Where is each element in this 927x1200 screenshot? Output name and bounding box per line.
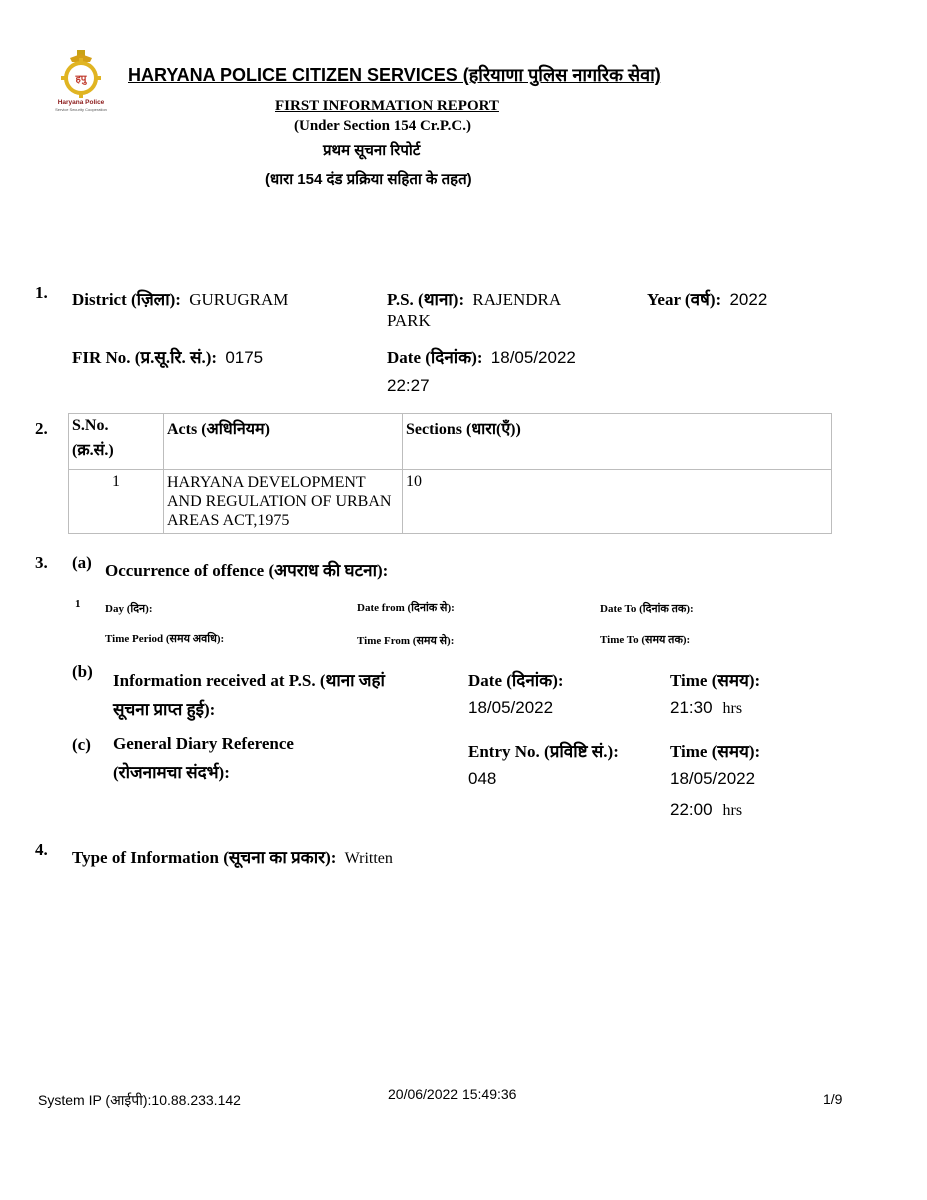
year-label: Year (वर्ष):: [647, 290, 722, 309]
section-2-number: 2.: [35, 419, 48, 438]
ps-field: [387, 287, 561, 310]
ps-value-line2: PARK: [387, 311, 431, 330]
day-label: Day (दिन):: [105, 603, 153, 615]
row-sno: 1: [69, 470, 164, 534]
gd-time-value: 22:00: [670, 800, 713, 819]
footer-timestamp: 20/06/2022 15:49:36: [388, 1086, 517, 1102]
section-3-number: 3.: [35, 553, 48, 572]
gd-reference-label-line1: General Diary Reference: [113, 734, 294, 753]
info-time-field: [670, 698, 742, 718]
date-value: 18/05/2022: [490, 348, 576, 367]
haryana-police-logo: [48, 48, 114, 118]
logo-text-main: Haryana Police: [57, 99, 105, 106]
sections-header: Sections (धारा(एँ)): [403, 414, 832, 470]
form-title: FIRST INFORMATION REPORT: [275, 98, 499, 114]
fir-value: 0175: [225, 348, 264, 367]
acts-table: [68, 413, 832, 534]
gd-time-field: [670, 800, 742, 820]
section-3c-letter: (c): [72, 735, 91, 754]
table-row: [69, 470, 832, 534]
date-to-label: Date To (दिनांक तक):: [600, 603, 694, 615]
fir-field: [72, 345, 263, 368]
info-time-label: Time (समय):: [670, 671, 761, 690]
gd-time-label: Time (समय):: [670, 742, 761, 761]
row-section: 10: [403, 470, 832, 534]
district-field: [72, 287, 288, 310]
ps-label: P.S. (थाना):: [387, 290, 465, 309]
logo-emblem-text: हपु: [75, 74, 87, 85]
form-subtitle: (Under Section 154 Cr.P.C.): [294, 118, 471, 134]
gd-time-unit: hrs: [722, 802, 743, 819]
date-label: Date (दिनांक):: [387, 348, 483, 367]
entry-no-value: 048: [468, 769, 497, 788]
occurrence-row-number: 1: [75, 598, 81, 610]
info-time-unit: hrs: [722, 700, 743, 717]
sno-header-en: S.No.: [72, 417, 109, 434]
form-hindi-title: प्रथम सूचना रिपोर्ट: [323, 142, 421, 159]
time-value: 22:27: [387, 376, 430, 395]
gd-date-value: 18/05/2022: [670, 769, 756, 788]
fir-label: FIR No. (प्र.सू.रि. सं.):: [72, 348, 218, 367]
section-1-number: 1.: [35, 283, 48, 302]
acts-header: Acts (अधिनियम): [164, 414, 403, 470]
section-3a-letter: (a): [72, 553, 92, 572]
footer-page-number: 1/9: [823, 1091, 843, 1107]
form-hindi-subtitle: (धारा 154 दंड प्रक्रिया सहिता के तहत): [265, 171, 472, 188]
info-received-label-line1: Information received at P.S. (थाना जहां: [113, 671, 385, 690]
info-date-label: Date (दिनांक):: [468, 671, 564, 690]
info-type-value: Written: [344, 850, 393, 867]
date-from-label: Date from (दिनांक से):: [357, 602, 455, 614]
header-title: HARYANA POLICE CITIZEN SERVICES (हरियाणा पुलिस नागरिक सेवा): [128, 65, 661, 85]
logo-text-sub: Service Security Cooperation: [55, 107, 107, 112]
ps-value-line1: RAJENDRA: [472, 290, 562, 309]
sno-header: [69, 414, 164, 470]
info-type-field: [72, 845, 393, 868]
footer-system-ip: System IP (आईपी):10.88.233.142: [38, 1092, 241, 1108]
entry-no-label: Entry No. (प्रविष्टि सं.):: [468, 742, 619, 761]
info-date-value: 18/05/2022: [468, 698, 554, 717]
date-field: [387, 345, 576, 368]
sno-header-hi: (क्र.सं.): [72, 442, 114, 459]
row-act: HARYANA DEVELOPMENT AND REGULATION OF URBAN AREAS ACT,1975: [164, 470, 403, 534]
district-value: GURUGRAM: [189, 290, 289, 309]
year-value: 2022: [729, 290, 768, 309]
district-label: District (ज़िला):: [72, 290, 181, 309]
info-received-label-line2: सूचना प्राप्त हुई):: [113, 700, 216, 719]
occurrence-label: Occurrence of offence (अपराध की घटना):: [105, 561, 389, 580]
section-4-number: 4.: [35, 840, 48, 859]
info-time-value: 21:30: [670, 698, 713, 717]
time-from-label: Time From (समय से):: [357, 635, 455, 647]
gd-reference-label-line2: (रोजनामचा संदर्भ):: [113, 763, 230, 782]
section-3b-letter: (b): [72, 662, 93, 681]
time-period-label: Time Period (समय अवधि):: [105, 633, 225, 645]
time-to-label: Time To (समय तक):: [600, 634, 691, 646]
table-header-row: [69, 414, 832, 470]
year-field: [647, 287, 767, 310]
info-type-label: Type of Information (सूचना का प्रकार):: [72, 848, 337, 867]
